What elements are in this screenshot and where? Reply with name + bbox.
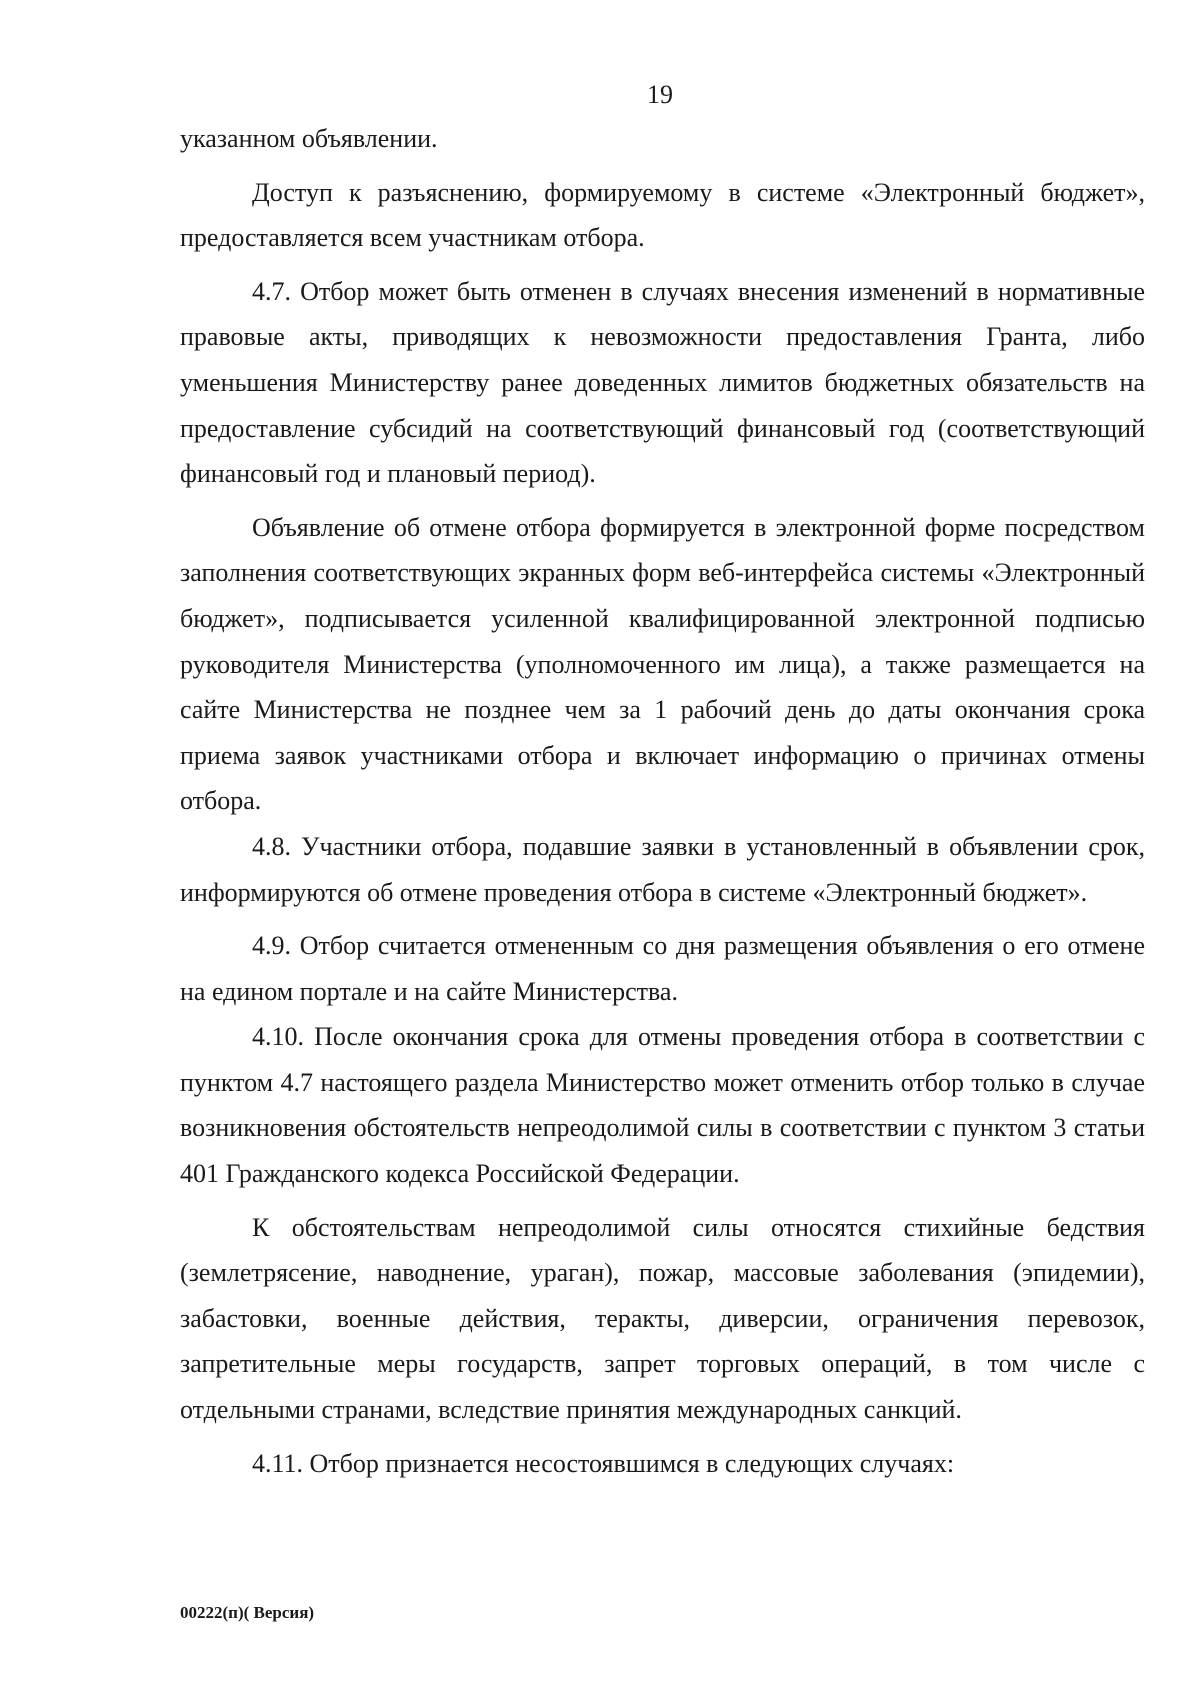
paragraph-4-7: 4.7. Отбор может быть отменен в случаях внесения изменений в нормативные правовые акты, приводящих к невозможности предоставления Гранта, либо уменьшения Министерству ранее доведенных лимитов бюджетных обязательств на предоставление субсидий на соответствующий финансовый год (соответствующий финансовый год и плановый период). <box>180 276 1145 489</box>
paragraph-continuation: указанном объявлении. <box>180 124 438 153</box>
page-number: 19 <box>647 80 673 109</box>
paragraph-4-10: 4.10. После окончания срока для отмены проведения отбора в соответствии с пунктом 4.7 настоящего раздела Министерство может отменить отбор только в случае возникновения обстоятельств непреодолимой силы в соответствии с пунктом 3 статьи 401 Гражданского кодекса Российской Федерации. <box>180 1022 1145 1189</box>
paragraph-cancellation-notice: Объявление об отмене отбора формируется в электронной форме посредством заполнения соответствующих экранных форм веб-интерфейса системы «Электронный бюджет», подписывается усиленной квалифицированной электронной подписью руководителя Министерства (уполномоченного им лица), а также размещается на сайте Министерства не позднее чем за 1 рабочий день до даты окончания срока приема заявок участниками отбора и включает информацию о причинах отмены отбора. <box>180 512 1145 816</box>
paragraph-4-11: 4.11. Отбор признается несостоявшимся в следующих случаях: <box>252 1448 955 1478</box>
document-body <box>180 116 1145 1486</box>
footer-document-code: 00222(п)( Версия) <box>180 1603 315 1622</box>
paragraph-clarification-access: Доступ к разъяснению, формируемому в системе «Электронный бюджет», предоставляется всем участникам отбора. <box>180 177 1145 253</box>
paragraph-4-8: 4.8. Участники отбора, подавшие заявки в установленный в объявлении срок, информируются об отмене проведения отбора в системе «Электронный бюджет». <box>180 831 1145 907</box>
paragraph-force-majeure: К обстоятельствам непреодолимой силы относятся стихийные бедствия (землетрясение, наводнение, ураган), пожар, массовые заболевания (эпидемии), забастовки, военные действия, теракты, диверсии, ограничения перевозок, запретительные меры государств, запрет торговых операций, в том числе с отдельными странами, вследствие принятия международных санкций. <box>180 1212 1145 1425</box>
paragraph-4-9: 4.9. Отбор считается отмененным со дня размещения объявления о его отмене на едином портале и на сайте Министерства. <box>180 931 1145 1006</box>
